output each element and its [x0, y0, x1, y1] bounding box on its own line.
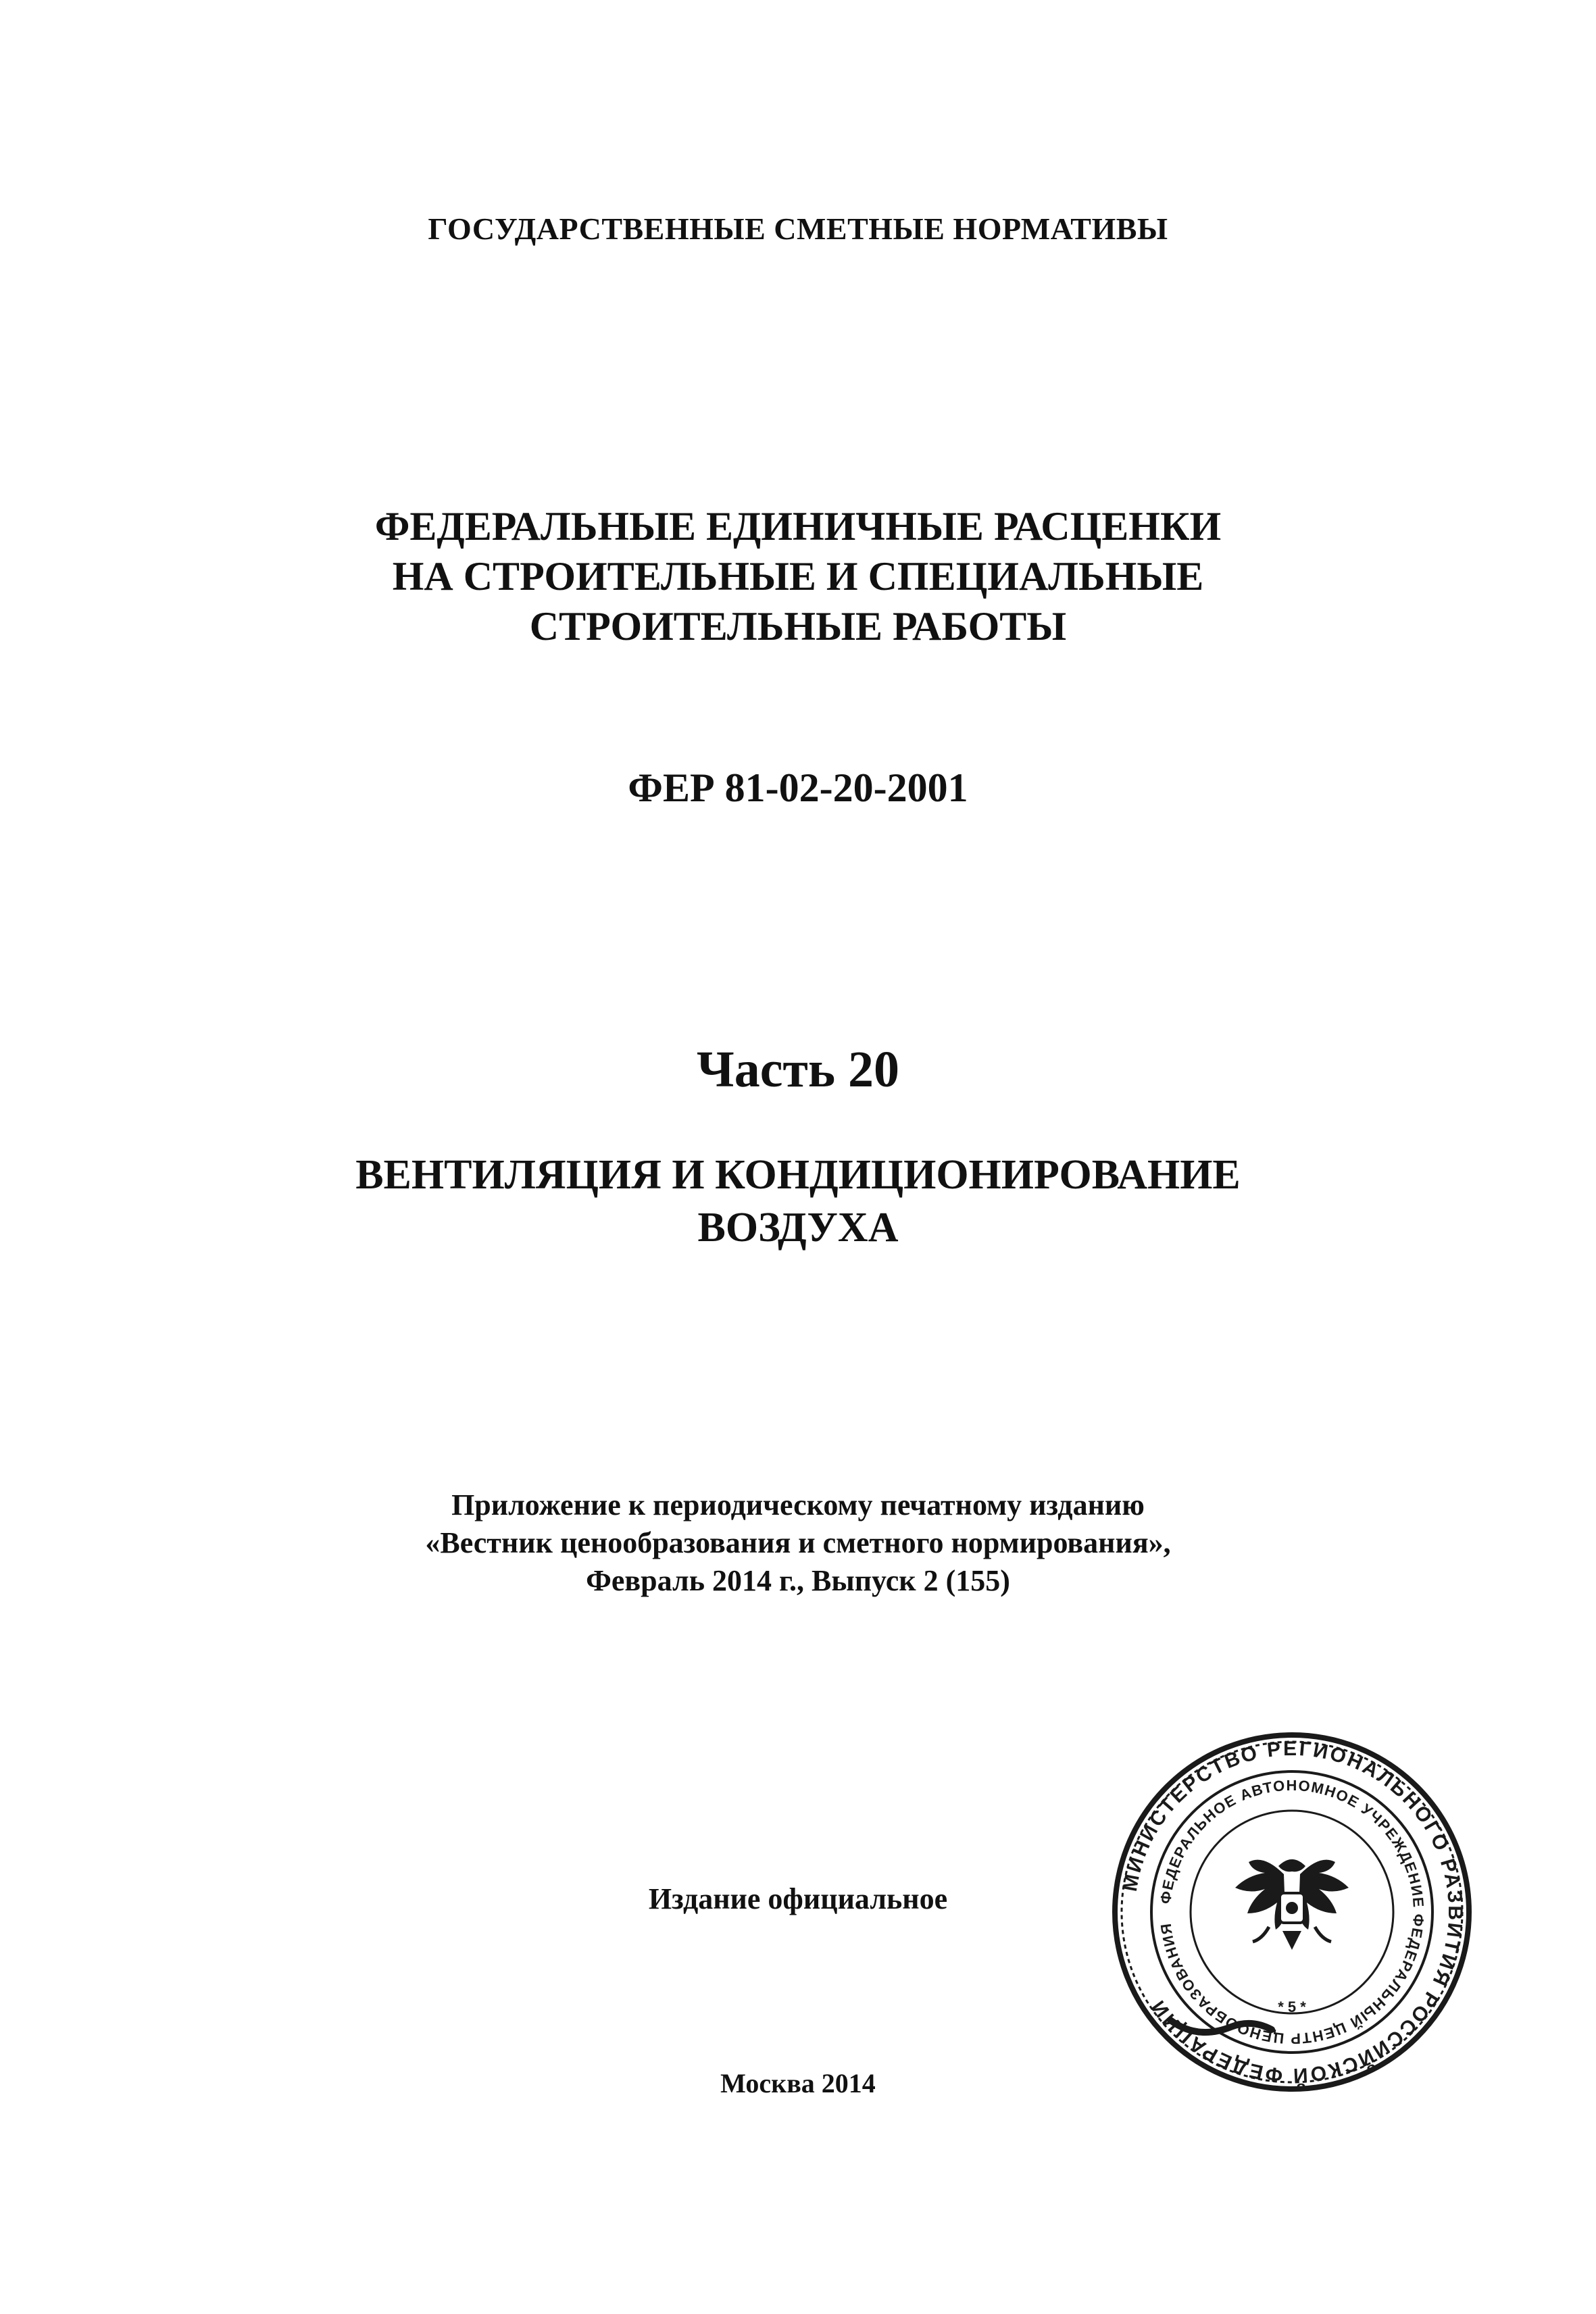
section-title	[0, 1149, 1596, 1254]
city-year: Москва 2014	[720, 2068, 876, 2098]
seal-star-text: * 5 *	[1278, 1998, 1306, 2015]
eagle-emblem-icon	[1235, 1859, 1349, 1950]
seal-graphic	[1109, 1730, 1474, 2094]
appendix-line-2: «Вестник ценообразования и сметного нормирования»,	[425, 1526, 1171, 1559]
appendix-line-1: Приложение к периодическому печатному изданию	[451, 1488, 1145, 1521]
edition-label: Издание официальное	[648, 1882, 948, 1915]
title-line-2: НА СТРОИТЕЛЬНЫЕ И СПЕЦИАЛЬНЫЕ	[392, 554, 1204, 599]
document-code: ФЕР 81-02-20-2001	[628, 765, 968, 810]
seal-inner-text: ФЕДЕРАЛЬНОЕ АВТОНОМНОЕ УЧРЕЖДЕНИЕ ФЕДЕРАЛЬНЫЙ ЦЕНТР ЦЕНООБРАЗОВАНИЯ	[1157, 1776, 1428, 2048]
section-line-1: ВЕНТИЛЯЦИЯ И КОНДИЦИОНИРОВАНИЕ	[355, 1152, 1241, 1198]
title-line-1: ФЕДЕРАЛЬНЫЕ ЕДИНИЧНЫЕ РАСЦЕНКИ	[374, 504, 1222, 549]
title-line-3: СТРОИТЕЛЬНЫЕ РАБОТЫ	[529, 604, 1067, 649]
part-number: Часть 20	[696, 1041, 900, 1098]
appendix-note	[0, 1486, 1596, 1600]
document-title	[0, 501, 1596, 651]
header-organization: ГОСУДАРСТВЕННЫЕ СМЕТНЫЕ НОРМАТИВЫ	[428, 211, 1168, 246]
seal-outer-text: МИНИСТЕРСТВО РЕГИОНАЛЬНОГО РАЗВИТИЯ РОССИЙСКОЙ ФЕДЕРАЦИИ	[1118, 1737, 1467, 2087]
section-line-2: ВОЗДУХА	[697, 1205, 899, 1251]
official-seal-stamp	[1109, 1730, 1474, 2094]
appendix-line-3: Февраль 2014 г., Выпуск 2 (155)	[586, 1564, 1010, 1597]
